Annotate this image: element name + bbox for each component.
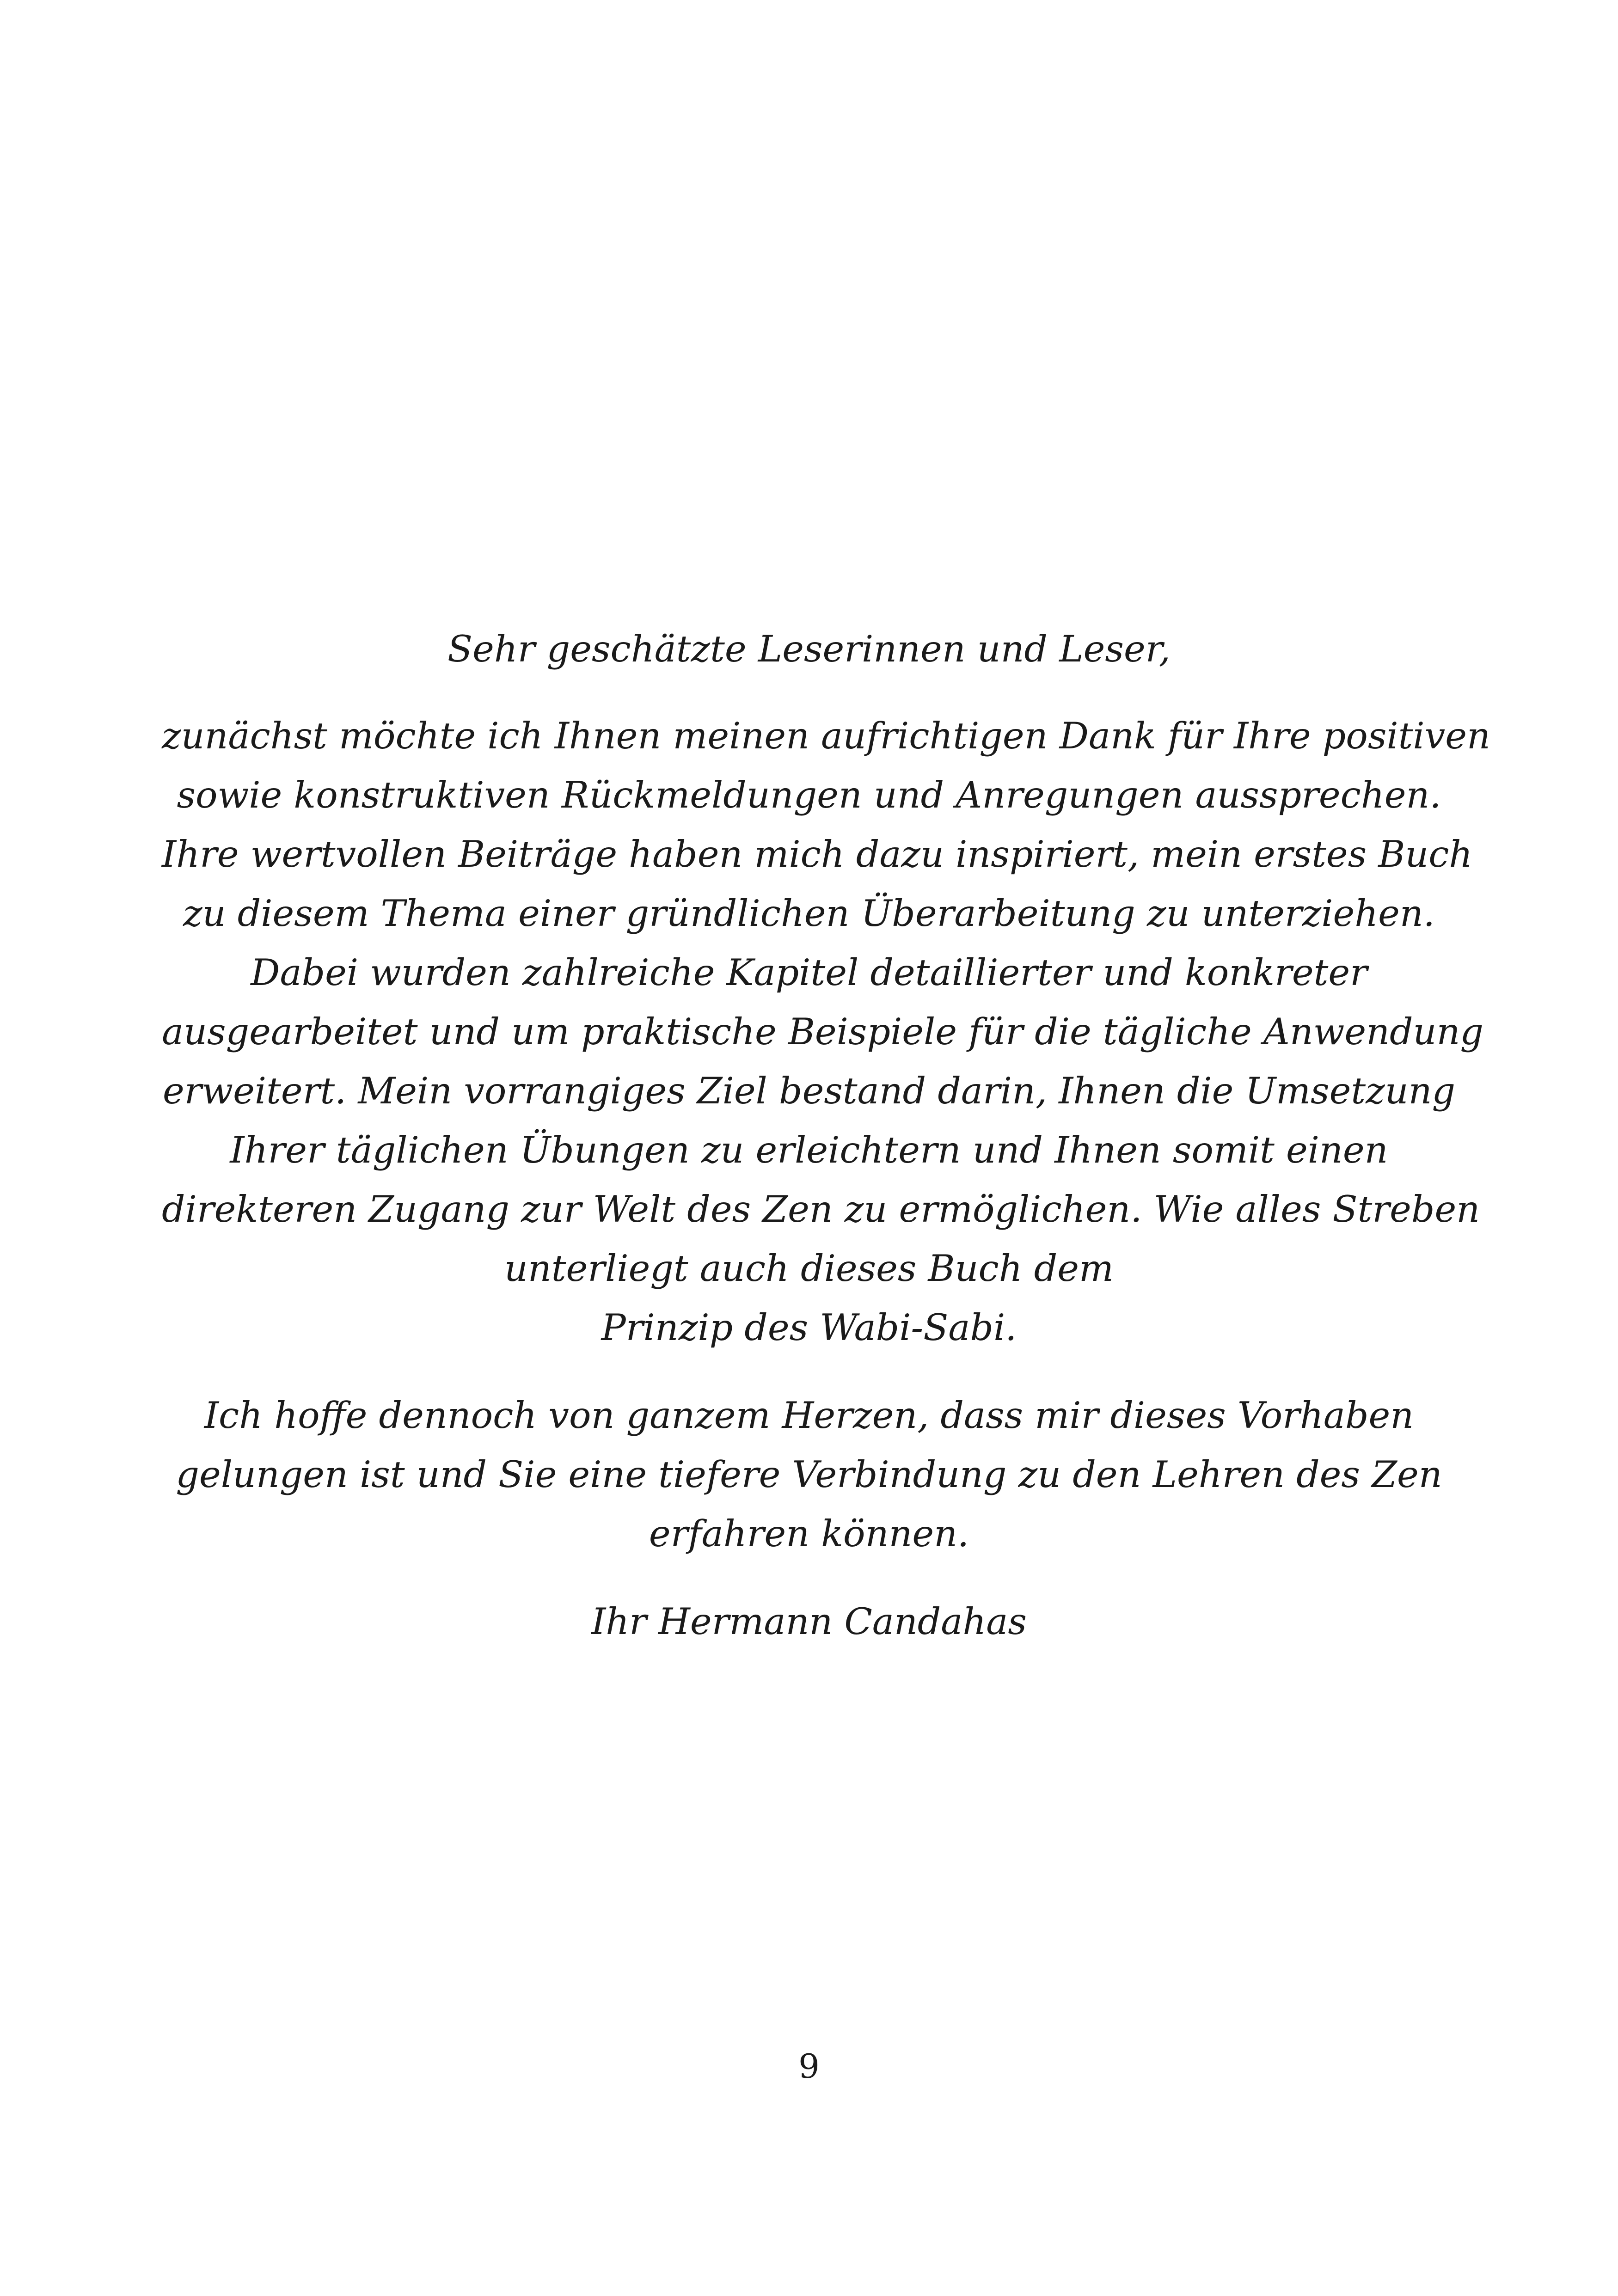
body-paragraph [162, 706, 1490, 1357]
signature: Ihr Hermann Candahas [591, 1600, 1027, 1643]
body-line: zu diesem Thema einer gründlichen Überarbeitung zu unterziehen. [183, 892, 1435, 935]
body-line: ausgearbeitet und um praktische Beispiele für die tägliche Anwendung [162, 1010, 1483, 1053]
body-line: Ihre wertvollen Beiträge haben mich dazu inspiriert, mein erstes Buch [162, 833, 1473, 876]
page-number: 9 [798, 2047, 820, 2086]
body-line: erweitert. Mein vorrangiges Ziel bestand darin, Ihnen die Umsetzung [162, 1070, 1456, 1112]
body-line: unterliegt auch dieses Buch dem [504, 1247, 1114, 1290]
greeting: Sehr geschätzte Leserinnen und Leser, [447, 628, 1171, 670]
body-line: zunächst möchte ich Ihnen meinen aufrichtigen Dank für Ihre positiven [162, 715, 1490, 757]
closing-paragraph [162, 1386, 1456, 1563]
body-line: Prinzip des Wabi-Sabi. [601, 1306, 1017, 1349]
closing-line: gelungen ist und Sie eine tiefere Verbindung zu den Lehren des Zen [176, 1453, 1442, 1496]
body-line: Dabei wurden zahlreiche Kapitel detaillierter und konkreter [251, 951, 1367, 994]
body-line: sowie konstruktiven Rückmeldungen und Anregungen aussprechen. [177, 774, 1441, 816]
letter-text [162, 619, 1490, 1651]
closing-line: Ich hoffe dennoch von ganzem Herzen, dass mir dieses Vorhaben [204, 1394, 1414, 1437]
body-line: Ihrer täglichen Übungen zu erleichtern und Ihnen somit einen [230, 1129, 1388, 1171]
closing-line: erfahren können. [649, 1512, 969, 1555]
body-line: direkteren Zugang zur Welt des Zen zu ermöglichen. Wie alles Streben [162, 1188, 1480, 1231]
